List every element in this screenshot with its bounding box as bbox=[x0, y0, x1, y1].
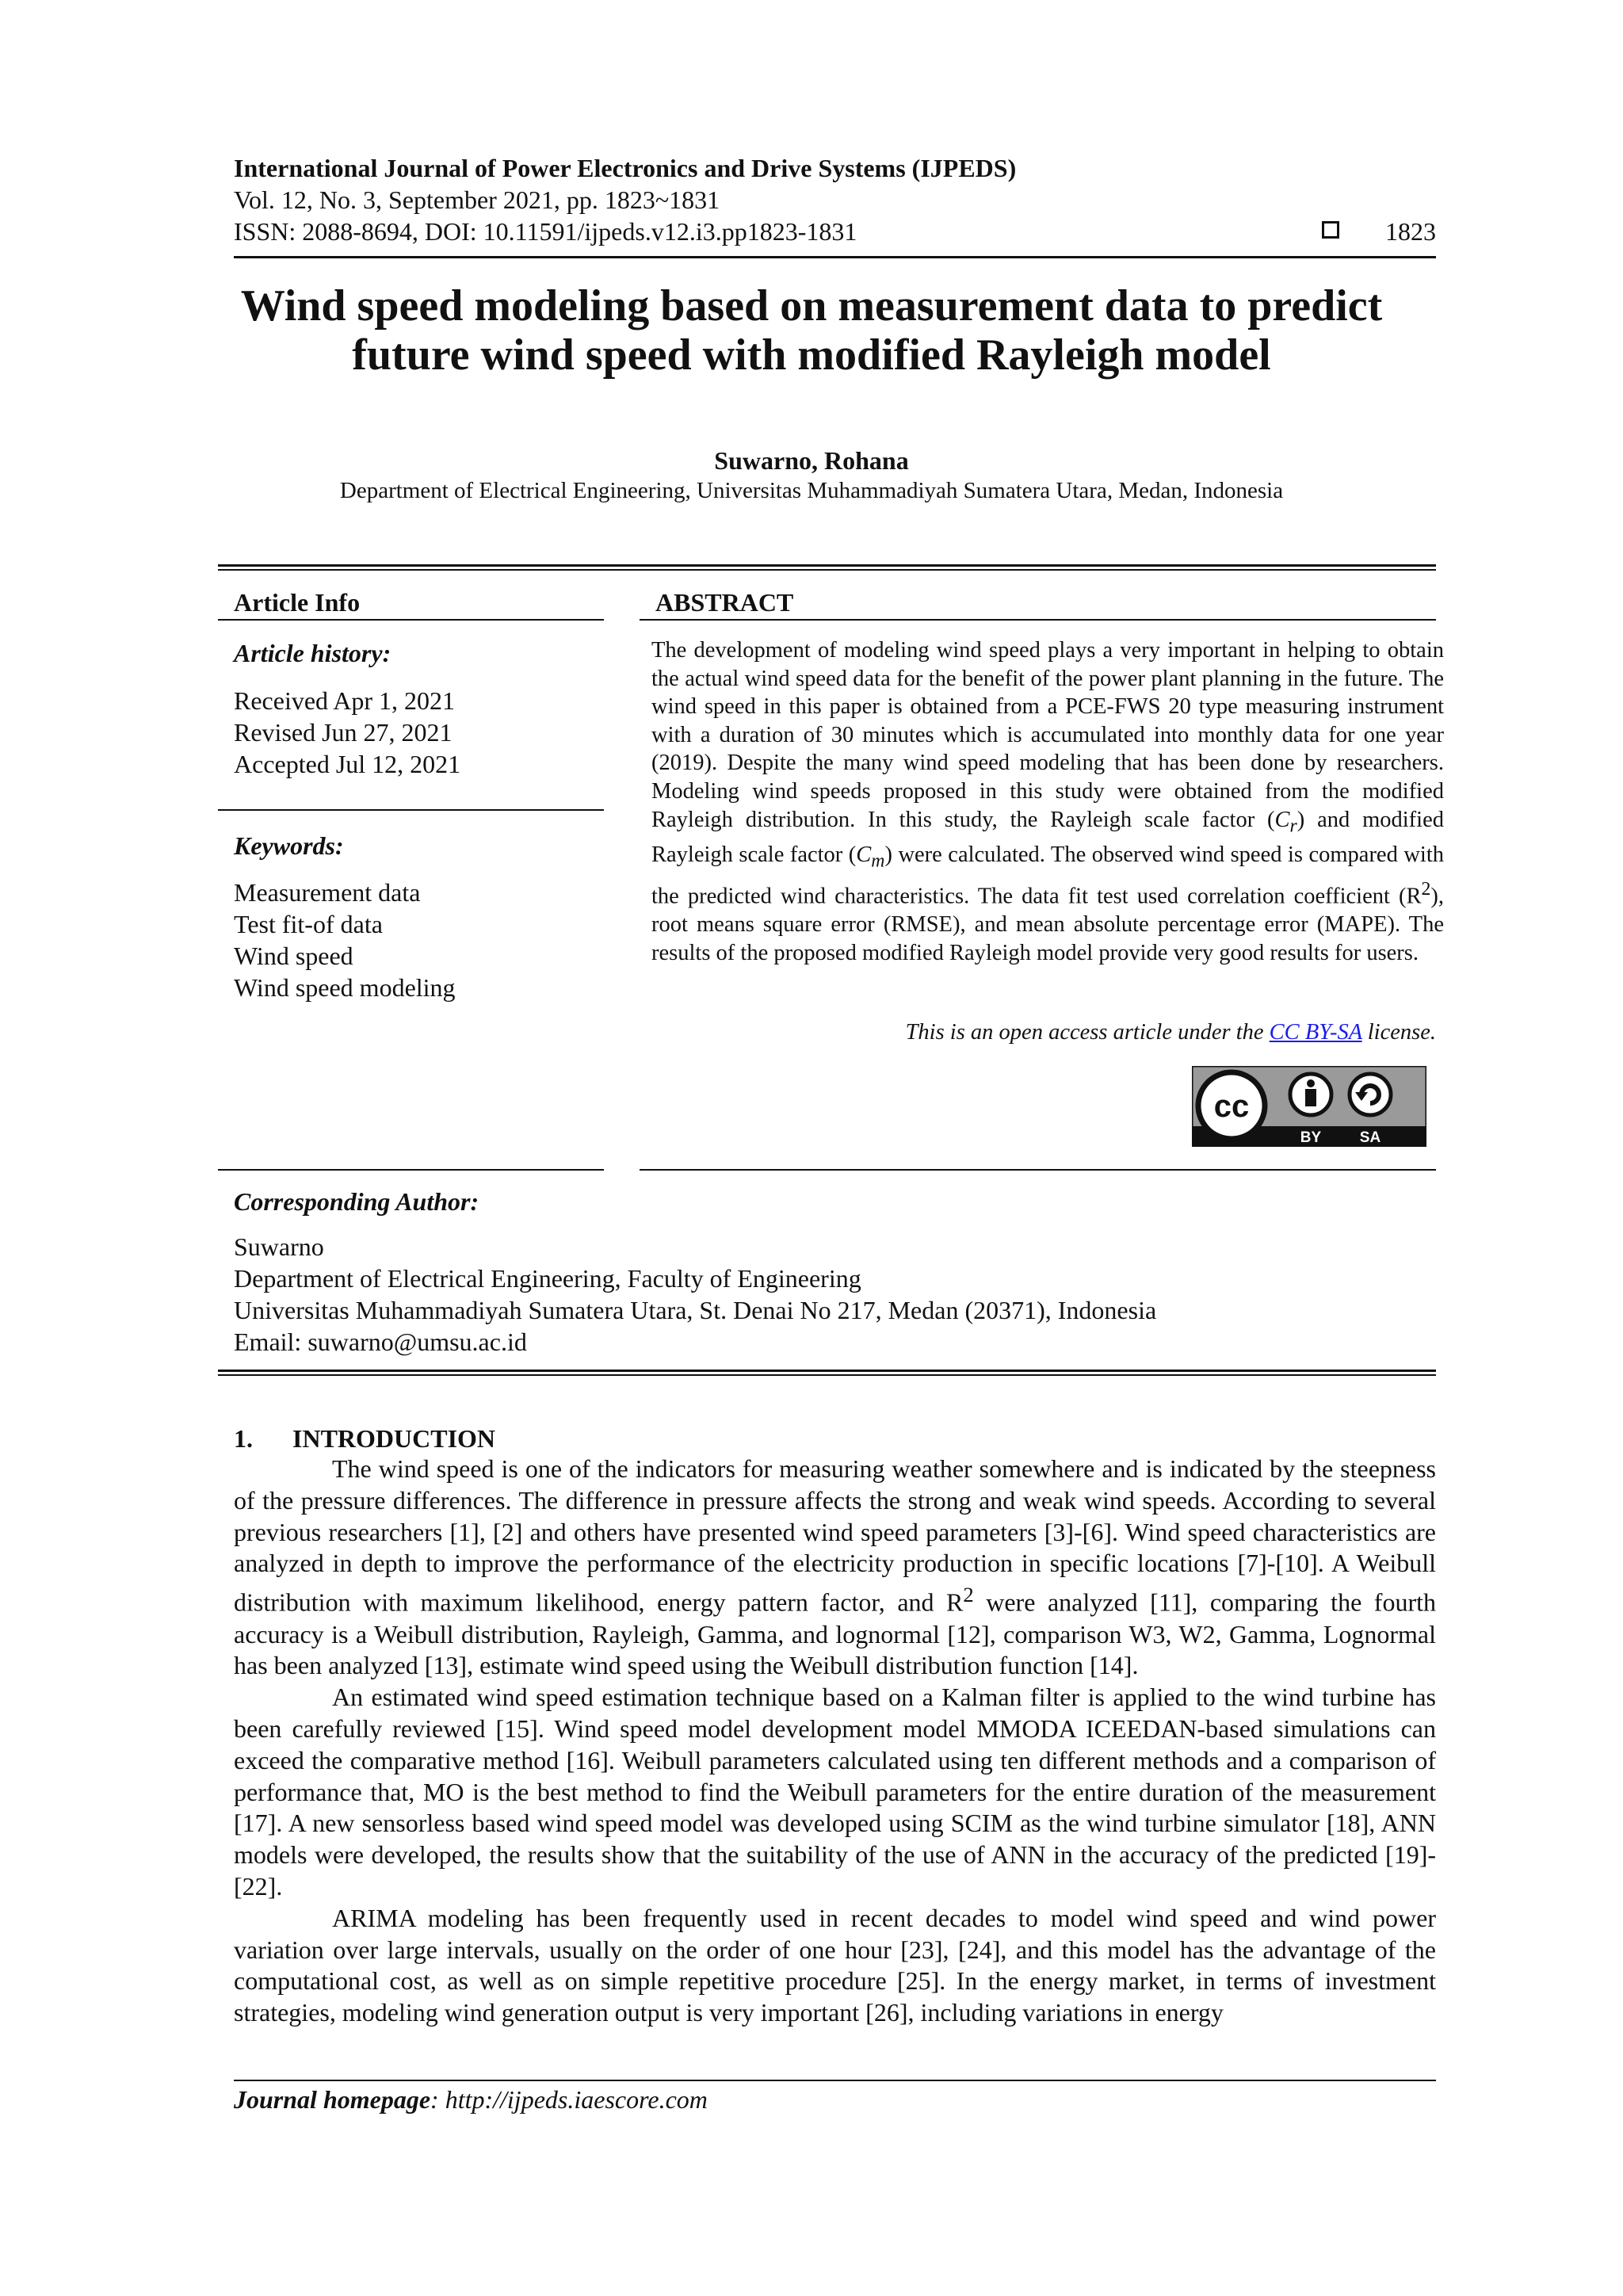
paper-title-line-1: Wind speed modeling based on measurement data to predict bbox=[240, 281, 1383, 330]
journal-issn-doi: ISSN: 2088-8694, DOI: 10.11591/ijpeds.v12.i3.pp1823-1831 bbox=[234, 217, 857, 246]
paper-affiliation: Department of Electrical Engineering, Universitas Muhammadiyah Sumatera Utara, Medan, Indonesia bbox=[339, 478, 1284, 503]
corresponding-author-block bbox=[234, 1231, 1156, 1358]
intro-paragraph-3: ARIMA modeling has been frequently used in recent decades to model wind speed and wind power variation over large intervals, usually on the order of one hour [23], [24], and this model has the advantage of the computational cost, as well as on simple repetitive procedure [25]. In the energy market, in terms of investment strategies, modeling wind generation output is very important [26], including variations in energy bbox=[234, 1903, 1436, 2027]
keywords-heading: Keywords: bbox=[234, 831, 344, 860]
right-column-bottom-rule bbox=[640, 1169, 1436, 1171]
journal-title: International Journal of Power Electronics and Drive Systems (IJPEDS) bbox=[234, 154, 1017, 182]
info-box-top-rule-thin bbox=[218, 569, 1436, 571]
journal-homepage: Journal homepage: http://ijpeds.iaescore.com bbox=[234, 2085, 708, 2114]
corresponding-author-dept: Department of Electrical Engineering, Faculty of Engineering bbox=[234, 1264, 861, 1293]
corresponding-author-name: Suwarno bbox=[234, 1232, 324, 1261]
history-keywords-rule bbox=[218, 809, 604, 811]
page-number: 1823 bbox=[1385, 217, 1436, 246]
keyword-item: Measurement data bbox=[234, 878, 421, 907]
journal-homepage-url[interactable]: : http://ijpeds.iaescore.com bbox=[430, 2085, 708, 2114]
svg-text:SA: SA bbox=[1359, 1129, 1381, 1146]
info-box-top-rule bbox=[218, 564, 1436, 567]
journal-volume: Vol. 12, No. 3, September 2021, pp. 1823~1831 bbox=[234, 185, 720, 214]
cc-by-sa-badge-icon[interactable] bbox=[1192, 1066, 1426, 1147]
license-statement: This is an open access article under the CC BY-SA license. bbox=[905, 1020, 1436, 1045]
cc-by-sa-link[interactable]: CC BY-SA bbox=[1269, 1020, 1362, 1045]
corresponding-author-email[interactable]: Email: suwarno@umsu.ac.id bbox=[234, 1328, 527, 1356]
keyword-item: Wind speed modeling bbox=[234, 973, 456, 1002]
introduction-body bbox=[234, 1454, 1436, 2029]
header-rule bbox=[234, 256, 1436, 258]
paper-title bbox=[190, 281, 1433, 380]
article-info-heading: Article Info bbox=[234, 588, 361, 617]
info-box-bottom-rule-thin bbox=[218, 1374, 1436, 1376]
corresponding-author-address: Universitas Muhammadiyah Sumatera Utara, St. Denai No 217, Medan (20371), Indonesia bbox=[234, 1296, 1157, 1324]
paper-title-line-2: future wind speed with modified Rayleigh model bbox=[352, 330, 1271, 380]
revised-date: Revised Jun 27, 2021 bbox=[234, 718, 453, 747]
article-info-rule bbox=[218, 619, 604, 621]
paper-authors: Suwarno, Rohana bbox=[714, 446, 909, 475]
article-history-heading: Article history: bbox=[234, 639, 391, 667]
received-date: Received Apr 1, 2021 bbox=[234, 686, 456, 715]
corresponding-author-heading: Corresponding Author: bbox=[234, 1187, 479, 1216]
abstract-text: The development of modeling wind speed plays a very important in helping to obtain the actual wind speed data for the benefit of the power plant planning in the future. The wind speed in this paper is obtained from a PCE-FWS 20 type measuring instrument with a duration of 30 minutes which is accumulated into monthly data for one year (2019). Despite the many wind speed modeling that has been done by researchers. Modeling wind speeds proposed in this study were obtained from the modified Rayleigh distribution. In this study, the Rayleigh scale factor $(C_r)$ and modified Rayleigh scale factor $(C_m)$ were calculated. The observed wind speed is compared with the predicted wind characteristics. The data fit test used correlation coefficient $(R^2)$, root means square error (RMSE), and mean absolute percentage error (MAPE). The results of the proposed modified Rayleigh model provide very good results for users. bbox=[651, 638, 1444, 965]
keyword-item: Test fit-of data bbox=[234, 910, 383, 938]
abstract-heading-rule bbox=[640, 619, 1436, 621]
square-bullet-icon bbox=[1322, 221, 1339, 239]
info-box-bottom-rule bbox=[218, 1370, 1436, 1372]
accepted-date: Accepted Jul 12, 2021 bbox=[234, 750, 461, 778]
intro-paragraph-1: The wind speed is one of the indicators for measuring weather somewhere and is indicated by the steepness of the pressure differences. The difference in pressure affects the strong and weak wind speeds. According to several previous researchers [1], [2] and others have presented wind speed parameters [3]-[6]. Wind speed characteristics are analyzed in depth to improve the performance of the electricity production in specific locations [7]-[10]. A Weibull distribution with maximum likelihood, energy pattern factor, and $R^2$ were analyzed [11], comparing the fourth accuracy is a Weibull distribution, Rayleigh, Gamma, and lognormal [12], comparison W3, W2, Gamma, Lognormal has been analyzed [13], estimate wind speed using the Weibull distribution function [14]. bbox=[234, 1454, 1437, 1680]
left-column-bottom-rule bbox=[218, 1169, 604, 1171]
abstract-heading: ABSTRACT bbox=[655, 588, 794, 617]
intro-paragraph-2: An estimated wind speed estimation technique based on a Kalman filter is applied to the wind turbine has been carefully reviewed [15]. Wind speed model development model MMODA ICEEDAN-based simulations can exceed the comparative method [16]. Weibull parameters calculated using ten different methods and a comparison of performance that, MO is the best method to find the Weibull parameters for the entire duration of the measurement [17]. A new sensorless based wind speed model was developed using SCIM as the wind turbine simulator [18], ANN models were developed, the results show that the suitability of the use of ANN in the accuracy of the predicted [19]- [22]. bbox=[234, 1683, 1436, 1901]
section-heading-introduction: 1. INTRODUCTION bbox=[234, 1424, 496, 1453]
svg-text:BY: BY bbox=[1300, 1129, 1322, 1146]
keyword-item: Wind speed bbox=[234, 942, 353, 970]
svg-text:cc: cc bbox=[1213, 1089, 1250, 1124]
footer-rule bbox=[234, 2080, 1436, 2081]
